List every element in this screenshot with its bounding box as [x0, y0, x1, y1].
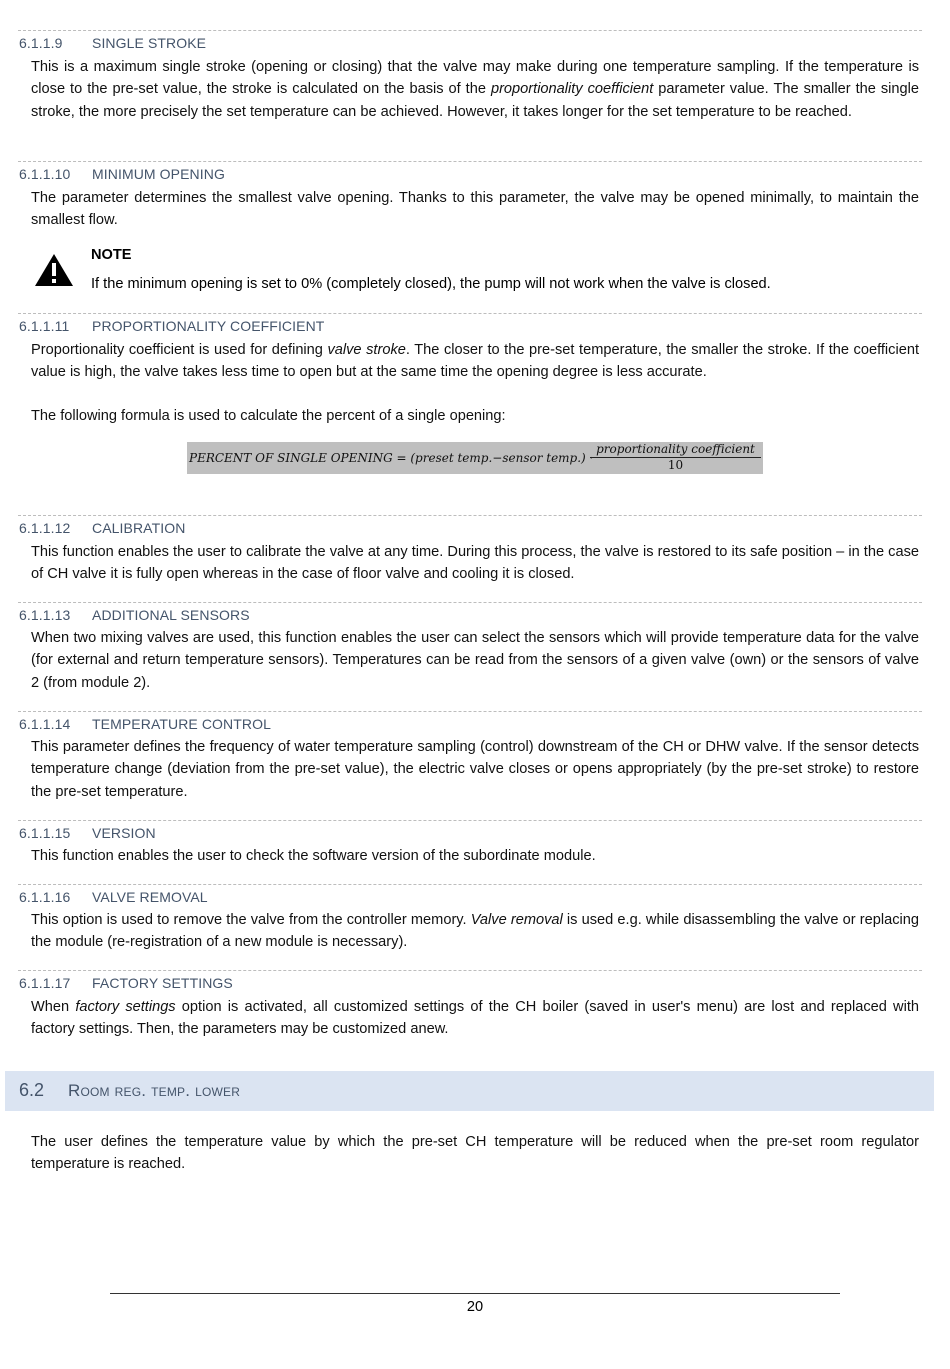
formula-numerator: proportionality coefficient	[590, 442, 761, 458]
paragraph-minimum-opening: The parameter determines the smallest valve opening. Thanks to this parameter, the valve may be opened minimally, to maintain the smallest flow.	[31, 190, 919, 229]
section-number: 6.2	[19, 1080, 45, 1100]
note-title: NOTE	[91, 247, 132, 263]
paragraph-formula-intro: The following formula is used to calculate the percent of a single opening:	[31, 408, 506, 424]
heading-title: TEMPERATURE CONTROL	[92, 716, 271, 732]
heading-title: VERSION	[92, 825, 156, 841]
paragraph-factory-settings	[31, 996, 919, 1041]
section-divider	[18, 515, 922, 516]
heading-number: 6.1.1.14	[19, 716, 71, 732]
heading-version	[19, 825, 156, 841]
emphasis: proportionality coefficient	[490, 81, 654, 98]
text-run: Proportionality coefficient is used for defining	[31, 342, 328, 358]
heading-proportionality-coefficient	[19, 318, 324, 334]
emphasis: Valve removal	[470, 912, 563, 928]
text-run: is used e.g. while disassembling the valve or replacing the module (re-registration of a new module is necessary).	[31, 912, 919, 951]
section-divider	[18, 820, 922, 821]
heading-title: MINIMUM OPENING	[92, 166, 225, 182]
heading-minimum-opening	[19, 166, 225, 182]
heading-number: 6.1.1.12	[19, 520, 71, 536]
heading-title: SINGLE STROKE	[92, 35, 207, 51]
heading-temperature-control	[19, 716, 271, 732]
heading-number: 6.1.1.11	[19, 318, 70, 334]
paragraph-additional-sensors: When two mixing valves are used, this function enables the user can select the sensors which will provide temperature data for the valve (for external and return temperature sensors). Temperatures can be read from the sensors of a given valve (own) or the sensors of valve 2 (from module 2).	[31, 630, 919, 691]
section-divider	[18, 970, 922, 971]
heading-title: PROPORTIONALITY COEFFICIENT	[92, 318, 325, 334]
heading-factory-settings	[19, 975, 233, 991]
page-number: 20	[466, 1299, 484, 1315]
footer-rule	[110, 1293, 840, 1294]
text-run: parameter value. The smaller the single stroke, the more precisely the set temperature can be achieved. However, it takes longer for the set temperature to be reached.	[31, 81, 919, 120]
formula-lhs: PERCENT OF SINGLE OPENING = (preset temp.−sensor temp.) ·	[189, 451, 594, 465]
paragraph-temperature-control: This parameter defines the frequency of water temperature sampling (control) downstream of the CH or DHW valve. If the sensor detects temperature change (deviation from the pre-set value), the electric valve closes or opens appropriately (by the pre-set stroke) to restore the pre-set temperature.	[31, 739, 919, 800]
text-run: . The closer to the pre-set temperature, the smaller the stroke. If the coefficient value is high, the valve takes less time to open but at the same time the opening degree is less accurate.	[31, 342, 919, 381]
heading-number: 6.1.1.16	[19, 889, 71, 905]
heading-title: VALVE REMOVAL	[92, 889, 208, 905]
warning-triangle-icon	[33, 252, 75, 288]
section-divider	[18, 602, 922, 603]
section-divider	[18, 711, 922, 712]
paragraph-valve-removal	[31, 909, 919, 954]
heading-number: 6.1.1.15	[19, 825, 71, 841]
paragraph-single-stroke	[31, 56, 919, 123]
heading-number: 6.1.1.17	[19, 975, 71, 991]
section-6-2-header	[5, 1071, 934, 1111]
heading-title: CALIBRATION	[92, 520, 186, 536]
formula-denominator: 10	[667, 458, 684, 472]
paragraph-proportionality-coefficient	[31, 339, 919, 384]
heading-title: ADDITIONAL SENSORS	[92, 607, 250, 623]
heading-number: 6.1.1.9	[19, 35, 63, 51]
section-divider	[18, 30, 922, 31]
section-divider	[18, 884, 922, 885]
paragraph-version: This function enables the user to check the software version of the subordinate module.	[31, 848, 596, 864]
section-divider	[18, 313, 922, 314]
heading-valve-removal	[19, 889, 208, 905]
text-run: When	[31, 999, 76, 1015]
section-divider	[18, 161, 922, 162]
note-text: If the minimum opening is set to 0% (completely closed), the pump will not work when the valve is closed.	[91, 276, 771, 292]
heading-additional-sensors	[19, 607, 250, 623]
formula-box	[187, 442, 763, 474]
emphasis: factory settings	[75, 999, 176, 1015]
emphasis: valve stroke	[327, 342, 406, 358]
paragraph-room-reg-temp-lower: The user defines the temperature value by which the pre-set CH temperature will be reduced when the pre-set room regulator temperature is reached.	[31, 1134, 919, 1173]
formula-fraction	[590, 442, 761, 473]
paragraph-calibration: This function enables the user to calibrate the valve at any time. During this process, the valve is restored to its safe position – in the case of CH valve it is fully open whereas in the case of floor valve and cooling it is closed.	[31, 544, 919, 583]
text-run: This option is used to remove the valve from the controller memory.	[31, 912, 471, 928]
heading-calibration	[19, 520, 185, 536]
heading-single-stroke	[19, 35, 206, 51]
heading-number: 6.1.1.13	[19, 607, 71, 623]
text-run: option is activated, all customized settings of the CH boiler (saved in user's menu) are lost and replaced with factory settings. Then, the parameters may be customized anew.	[31, 999, 919, 1038]
heading-title: FACTORY SETTINGS	[92, 975, 233, 991]
text-run: This is a maximum single stroke (opening or closing) that the valve may make during one temperature sampling. If the temperature is close to the pre-set value, the stroke is calculated on the basis of the	[31, 59, 919, 98]
heading-number: 6.1.1.10	[19, 166, 71, 182]
section-title: Room reg. temp. lower	[68, 1081, 241, 1100]
